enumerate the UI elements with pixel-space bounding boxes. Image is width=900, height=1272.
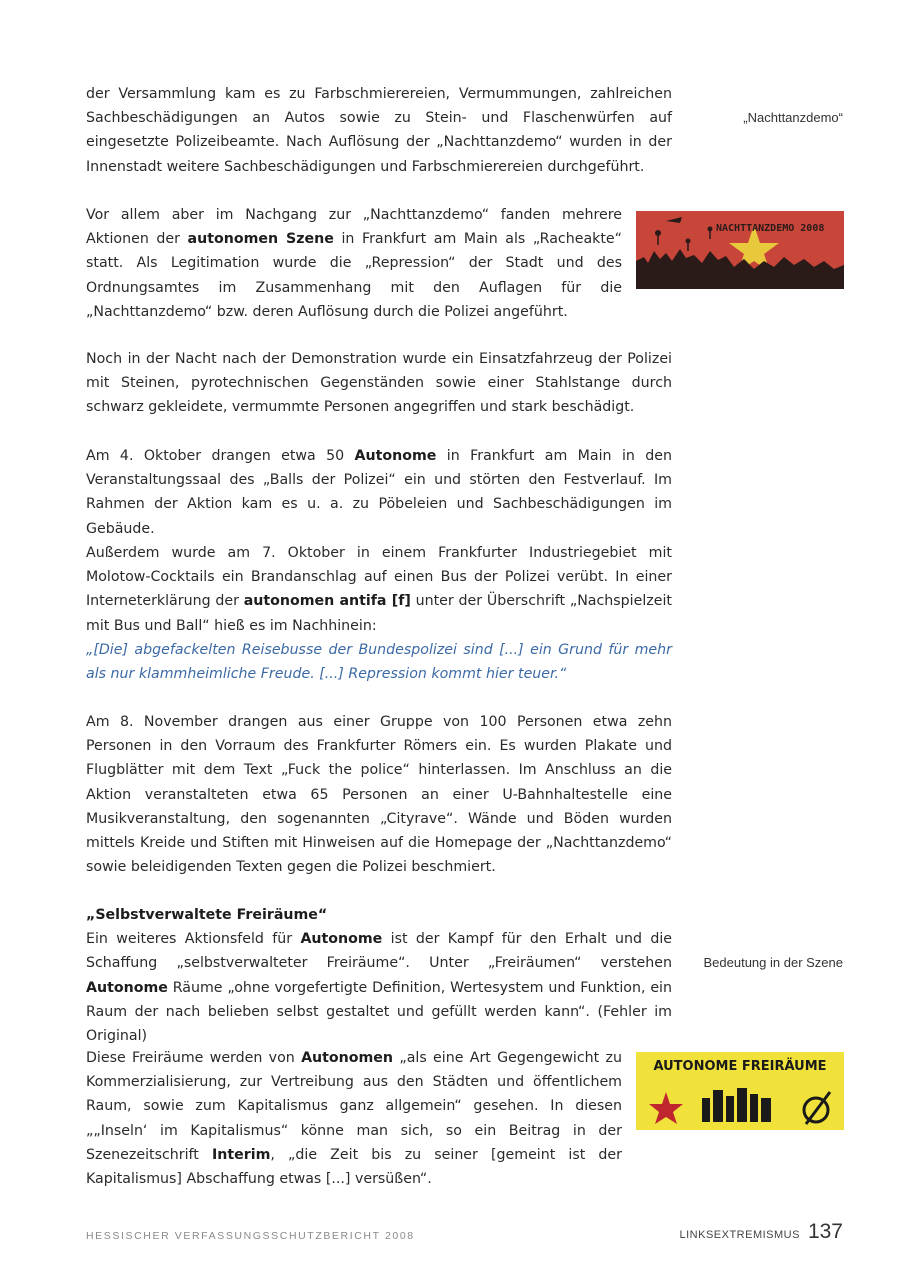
margin-note-nachttanzdemo: „Nachttanzdemo“ bbox=[743, 110, 843, 125]
p5-text-c: unter der Überschrift „Nachspielzeit mit Bus und Ball“ hieß es im Nachhinein: bbox=[86, 593, 672, 634]
poster1-title: NACHTTANZDEMO 2008 bbox=[716, 223, 825, 234]
paragraph-4 bbox=[86, 444, 672, 541]
p8-text-e: , „die Zeit bis zu seiner [gemeint ist der Kapitalismus] Abschaffung etwas [...] versüßen“. bbox=[86, 1146, 622, 1188]
paragraph-4-block bbox=[86, 444, 672, 541]
p7-text-c: ist der Kampf für den Erhalt und die Schaffung „selbstverwalteter Freiräume“. Unter „Freiräumen“ verstehen bbox=[86, 931, 672, 972]
p7-bold-2: Autonome bbox=[86, 979, 168, 996]
p8-text-c: „als eine Art Gegengewicht zu Kommerzialisierung, zur Vertreibung aus den Städten und öffentlichem Raum, sowie zum Kapitalismus ganz allgemein“ gesehen. In diesen „„Inseln‘ im Kapitalismus“ könne man sich, so ein Beitrag in der Szenezeitschrift bbox=[86, 1050, 622, 1163]
nachttanzdemo-poster-image bbox=[636, 211, 844, 289]
paragraph-1: der Versammlung kam es zu Farbschmierereien, Vermummungen, zahlreichen Sachbeschädigungen an Autos sowie zu Stein- und Flaschenwürfen auf eingesetzte Polizeibeamte. Nach Auflösung der „Nachttanzdemo“ wurden in der Innenstadt weitere Sachbeschädigungen und Farbschmierereien durchgeführt. bbox=[86, 86, 672, 175]
paragraph-5-block bbox=[86, 541, 672, 686]
paragraph-6-block bbox=[86, 710, 672, 879]
section-heading: „Selbstverwaltete Freiräume“ bbox=[86, 907, 328, 923]
p4-text-c: in Frankfurt am Main in den Veranstaltungssaal des „Balls der Polizei“ ein und störten den Festverlauf. Im Rahmen der Aktion kam es u. a. zu Pöbeleien und Sachbeschädigungen im Gebäude. bbox=[86, 448, 672, 537]
p4-text-a: Am 4. Oktober drangen etwa 50 bbox=[86, 448, 355, 464]
poster1-graphic bbox=[636, 211, 844, 289]
footer-publication-title: HESSISCHER VERFASSUNGSSCHUTZBERICHT 2008 bbox=[86, 1230, 415, 1242]
section-block bbox=[86, 903, 672, 1048]
paragraph-2-block bbox=[86, 203, 672, 324]
paragraph-8-block bbox=[86, 1046, 672, 1191]
paragraph-7 bbox=[86, 927, 672, 1048]
p2-bold: autonomen Szene bbox=[187, 231, 334, 248]
paragraph-8 bbox=[86, 1046, 622, 1191]
p8-bold-2: Interim bbox=[211, 1146, 271, 1163]
quote-block: „[Die] abgefackelten Reisebusse der Bundespolizei sind [...] ein Grund für mehr als nur klammheimliche Freude. [...] Repression kommt hier teuer.“ bbox=[86, 641, 672, 683]
p5-text-a: Außerdem wurde am 7. Oktober in einem Frankfurter Industriegebiet mit Molotow-Cocktails ein Brandanschlag auf einen Bus der Polizei verübt. In einer Interneterklärung der bbox=[86, 545, 672, 610]
paragraph-5 bbox=[86, 541, 672, 638]
p8-text-a: Diese Freiräume werden von bbox=[86, 1050, 302, 1066]
poster2-graphic bbox=[636, 1052, 844, 1130]
page-number: 137 bbox=[807, 1220, 843, 1243]
margin-note-bedeutung: Bedeutung in der Szene bbox=[703, 955, 843, 970]
p7-bold-1: Autonome bbox=[300, 931, 383, 948]
p7-text-e: Räume „ohne vorgefertigte Definition, Wertesystem und Funktion, ein Raum der nach belieben selbst gestaltet und gefüllt werden kann“. (Fehler im Original) bbox=[86, 979, 672, 1045]
poster2-title: AUTONOME FREIRÄUME bbox=[653, 1059, 827, 1074]
paragraph-2 bbox=[86, 203, 622, 324]
paragraph-3: Noch in der Nacht nach der Demonstration wurde ein Einsatzfahrzeug der Polizei mit Steinen, pyrotechnischen Gegenständen sowie einer Stahlstange durch schwarz gekleidete, vermummte Personen angegriffen und stark beschädigt. bbox=[86, 351, 672, 416]
p8-bold-1: Autonomen bbox=[301, 1050, 394, 1066]
autonome-freiraeume-image bbox=[636, 1052, 844, 1130]
footer-section-name: LINKSEXTREMISMUS bbox=[679, 1229, 800, 1241]
footer-page-info bbox=[679, 1220, 843, 1244]
p2-text-a: Vor allem aber im Nachgang zur „Nachttanzdemo“ fanden mehrere Aktionen der bbox=[86, 207, 622, 248]
p7-text-a: Ein weiteres Aktionsfeld für bbox=[86, 931, 301, 948]
p5-bold: autonomen antifa [f] bbox=[243, 593, 411, 610]
paragraph-6: Am 8. November drangen aus einer Gruppe von 100 Personen etwa zehn Personen in den Vorraum des Frankfurter Römers ein. Es wurden Plakate und Flugblätter mit dem Text „Fuck the police“ hinterlassen. Im Anschluss an die Aktion veranstalteten etwa 65 Personen an einer U-Bahnhaltestelle eine Musikveranstaltung, den sogenannten „Cityrave“. Wände und Böden wurden mittels Kreide und Stiften mit Hinweisen auf die Homepage der „Nachttanzdemo“ sowie beleidigenden Texten gegen die Polizei beschmiert. bbox=[86, 714, 672, 876]
paragraph-3-block bbox=[86, 347, 672, 420]
p2-text-c: in Frankfurt am Main als „Racheakte“ statt. Als Legitimation wurde die „Repression“ der Stadt und des Ordnungsamtes im Zusammenhang mit den Auflagen für die „Nachttanzdemo“ bzw. deren Auflösung durch die Polizei angeführt. bbox=[86, 231, 622, 320]
main-text-column bbox=[86, 82, 672, 179]
p4-bold: Autonome bbox=[354, 448, 437, 464]
